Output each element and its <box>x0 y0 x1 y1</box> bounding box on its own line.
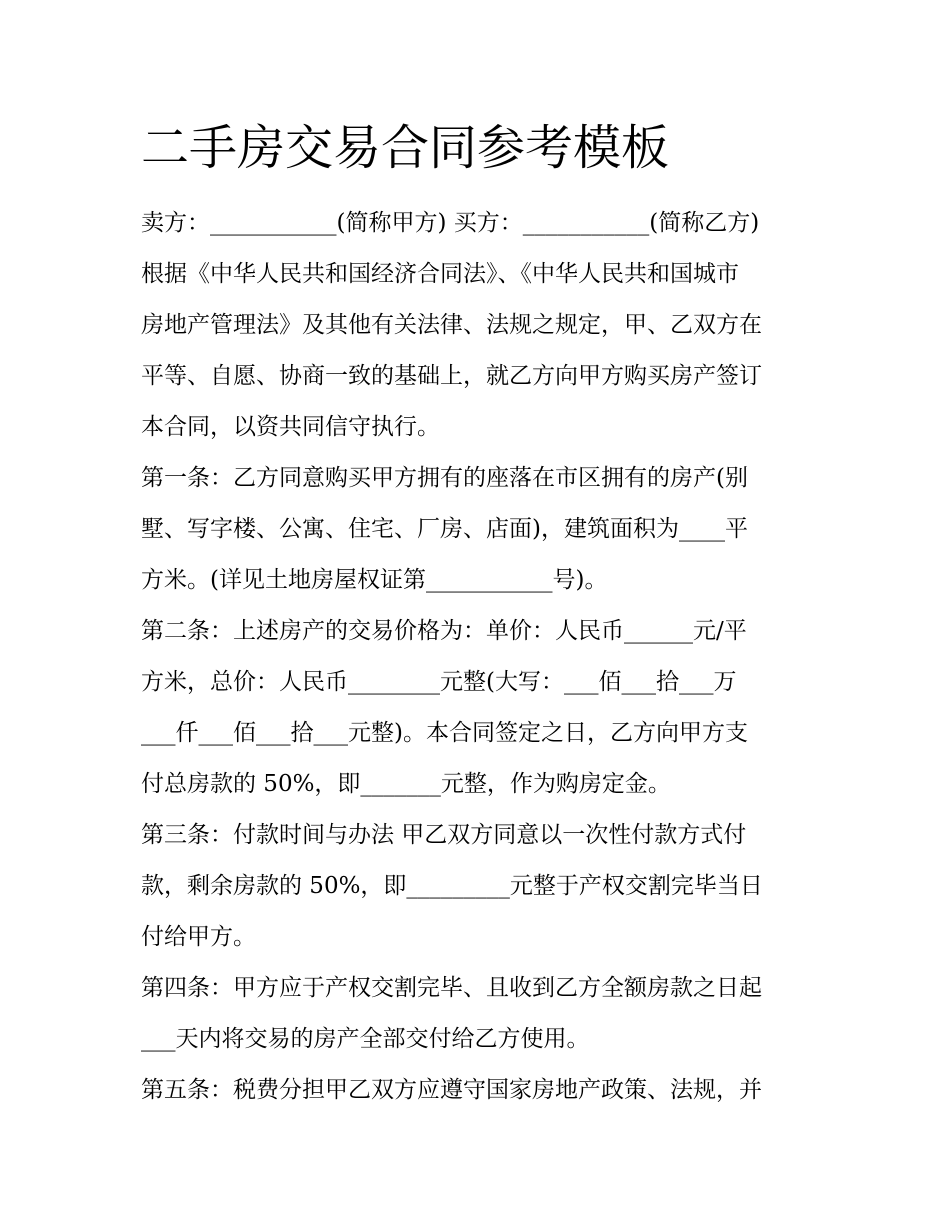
text-line: 本合同，以资共同信守执行。 <box>141 414 440 440</box>
text-line: ___仟___佰___拾___元整)。本合同签定之日，乙方向甲方支 <box>141 720 748 746</box>
text-line: 第四条：甲方应于产权交割完毕、且收到乙方全额房款之日起 <box>141 975 762 1001</box>
text-line: 付总房款的 50%，即_______元整，作为购房定金。 <box>141 771 671 797</box>
text-line: 墅、写字楼、公寓、住宅、厂房、店面)，建筑面积为____平 <box>141 516 748 542</box>
text-line: 款，剩余房款的 50%，即_________元整于产权交割完毕当日 <box>141 873 763 899</box>
document-body <box>141 198 821 1116</box>
text-line: ___天内将交易的房产全部交付给乙方使用。 <box>141 1026 590 1052</box>
text-line: 方米。(详见土地房屋权证第___________号)。 <box>141 567 608 593</box>
text-line: 第三条：付款时间与办法 甲乙双方同意以一次性付款方式付 <box>141 822 747 848</box>
text-line: 平等、自愿、协商一致的基础上，就乙方向甲方购买房产签订 <box>141 363 762 389</box>
text-line: 付给甲方。 <box>141 924 256 950</box>
text-line: 根据《中华人民共和国经济合同法》、《中华人民共和国城市 <box>141 261 739 287</box>
text-line: 第二条：上述房产的交易价格为：单价：人民币______元/平 <box>141 618 747 644</box>
text-line: 第五条：税费分担甲乙双方应遵守国家房地产政策、法规，并 <box>141 1077 762 1103</box>
text-line: 房地产管理法》及其他有关法律、法规之规定，甲、乙双方在 <box>141 312 762 338</box>
document-title: 二手房交易合同参考模板 <box>141 120 670 176</box>
text-line: 卖方：___________(简称甲方) 买方：___________(简称乙方) <box>141 210 760 236</box>
text-line: 第一条：乙方同意购买甲方拥有的座落在市区拥有的房产(别 <box>141 465 748 491</box>
text-line: 方米，总价：人民币________元整(大写：___佰___拾___万 <box>141 669 737 695</box>
